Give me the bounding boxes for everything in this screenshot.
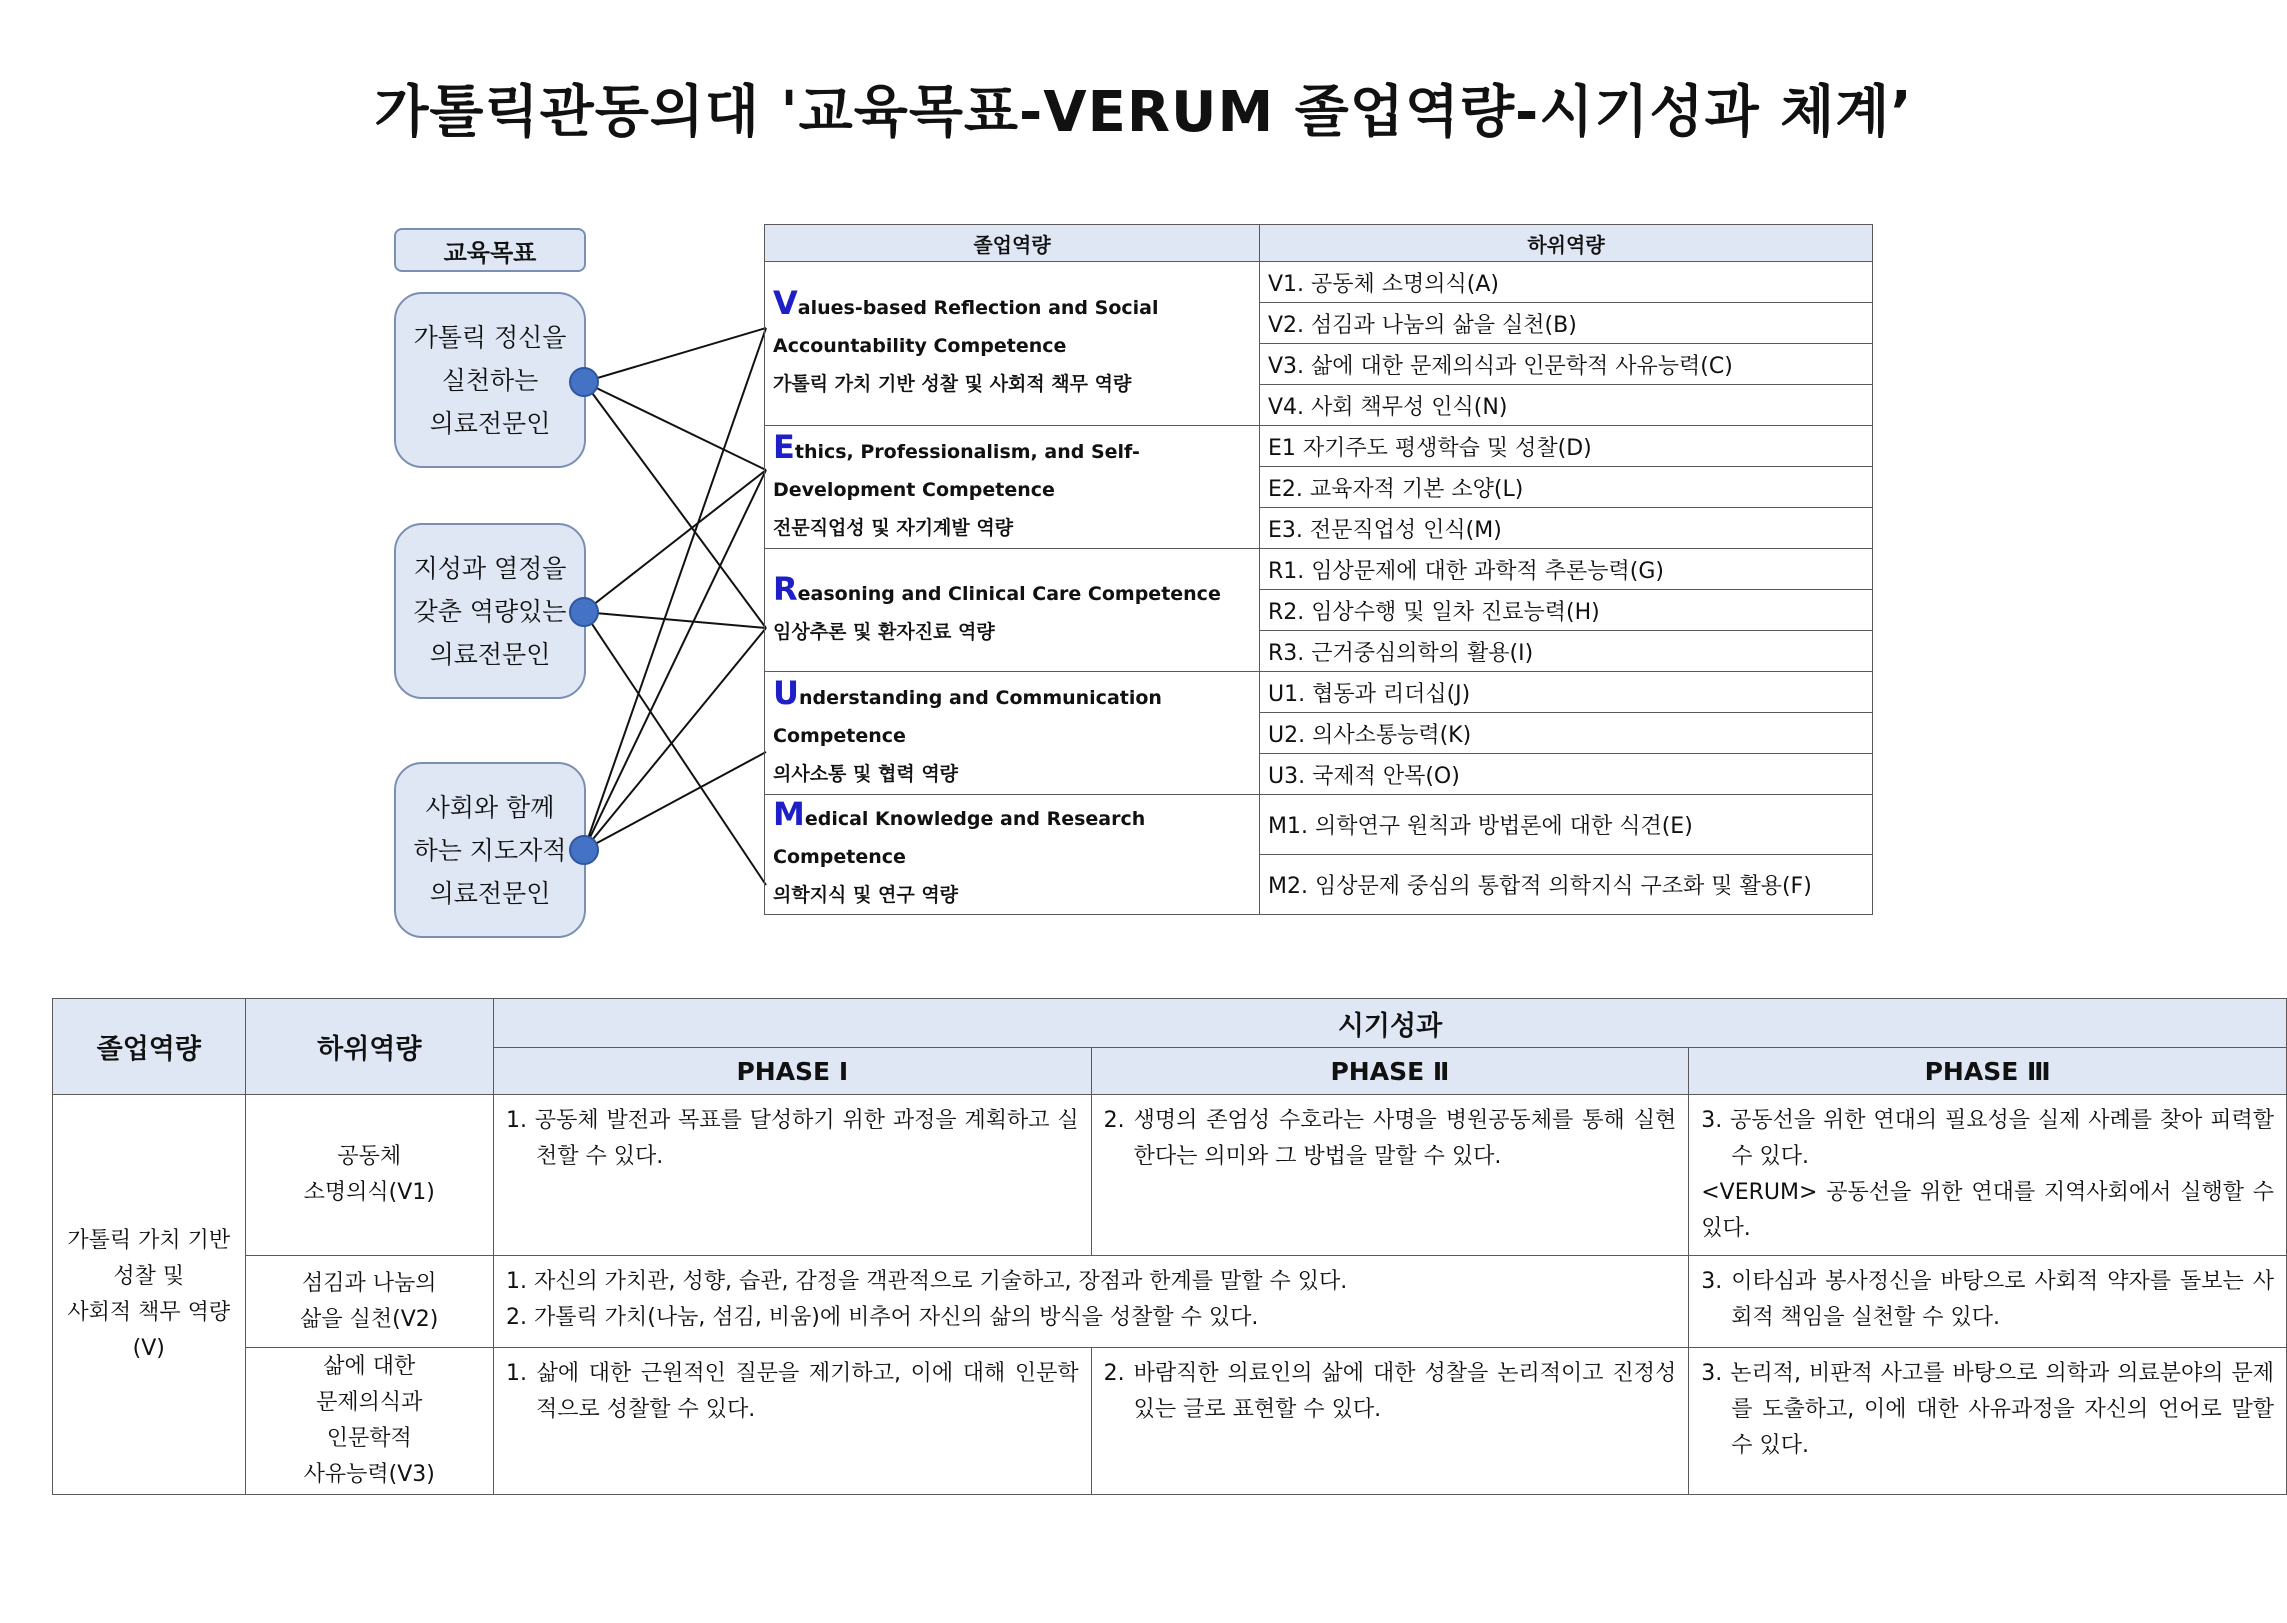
goals-header: 교육목표: [394, 228, 586, 272]
outcome-cell: [1689, 1095, 2287, 1256]
competency-name-en: edical Knowledge and Research Competence: [773, 808, 1146, 868]
subcompetency-cell: R3. 근거중심의학의 활용(I): [1260, 631, 1873, 672]
subcompetency-v1: [245, 1095, 493, 1256]
competency-label-cell: [53, 1095, 246, 1495]
competency-name-ko: 가톨릭 가치 기반 성찰 및 사회적 책무 역량: [773, 373, 1132, 395]
subcompetency-cell: E2. 교육자적 기본 소양(L): [1260, 467, 1873, 508]
competency-m: [765, 795, 1260, 915]
header-competency: 졸업역량: [53, 999, 246, 1095]
connector-line: [584, 470, 766, 612]
competency-u: [765, 672, 1260, 795]
competency-name-ko: 의학지식 및 연구 역량: [773, 884, 959, 906]
subcompetency-cell: U1. 협동과 리더십(J): [1260, 672, 1873, 713]
subcompetency-cell: V2. 섬김과 나눔의 삶을 실천(B): [1260, 303, 1873, 344]
outcome-text: 3. 논리적, 비판적 사고를 바탕으로 의학과 의료분야의 문제를 도출하고, 이에 대한 사유과정을 자신의 언어로 말할 수 있다.: [1701, 1361, 2274, 1458]
goal-connector-dot: [569, 367, 599, 397]
competency-v: [765, 262, 1260, 426]
connector-line: [584, 752, 766, 850]
competency-name-ko: 의사소통 및 협력 역량: [773, 762, 959, 785]
competency-label-line: 가톨릭 가치 기반: [67, 1227, 231, 1253]
goal-box-leader: [394, 762, 586, 938]
sub-label-line: 인문학적: [326, 1426, 412, 1451]
sub-label-line: 섬김과 나눔의: [302, 1270, 437, 1296]
header-subcompetency: 하위역량: [245, 999, 493, 1095]
competency-label-line: (V): [132, 1335, 165, 1361]
connector-line: [584, 382, 766, 470]
sub-label-line: 공동체: [337, 1144, 402, 1169]
connector-line: [584, 612, 766, 628]
competency-name-en: easoning and Clinical Care Competence: [797, 582, 1221, 605]
goal-line: 가톨릭 정신을: [413, 322, 567, 352]
outcome-cell: [494, 1256, 1689, 1348]
outcome-cell: [494, 1348, 1092, 1495]
goal-line: 하는 지도자적: [413, 835, 567, 865]
outcome-text: 3. 공동선을 위한 연대의 필요성을 실제 사례를 찾아 피력할 수 있다.: [1701, 1108, 2274, 1169]
competency-label-line: 사회적 책무 역량: [67, 1299, 231, 1325]
sub-label-line: 문제의식과: [316, 1390, 423, 1415]
header-competency: 졸업역량: [765, 225, 1260, 262]
outcome-cell: [494, 1095, 1092, 1256]
subcompetency-cell: M2. 임상문제 중심의 통합적 의학지식 구조화 및 활용(F): [1260, 855, 1873, 915]
competency-letter: M: [773, 795, 805, 833]
outcome-text: 2. 가톨릭 가치(나눔, 섬김, 비움)에 비추어 자신의 삶의 방식을 성찰할 수 있다.: [506, 1305, 1259, 1330]
outcome-text: 1. 삶에 대한 근원적인 질문을 제기하고, 이에 대해 인문학적으로 성찰할 수 있다.: [506, 1361, 1079, 1422]
competency-e: [765, 426, 1260, 549]
competency-name-en: thics, Professionalism, and Self-Development Competence: [773, 440, 1140, 501]
connector-line: [584, 328, 766, 382]
subcompetency-cell: E3. 전문직업성 인식(M): [1260, 508, 1873, 549]
connector-line: [584, 628, 766, 850]
competency-label-line: 성찰 및: [113, 1263, 185, 1289]
competency-name-en: nderstanding and Communication Competence: [773, 686, 1162, 747]
outcome-text: 2. 생명의 존엄성 수호라는 사명을 병원공동체를 통해 실현한다는 의미와 그 방법을 말할 수 있다.: [1103, 1108, 1677, 1169]
phase-outcome-table: [52, 998, 2287, 1495]
header-subcompetency: 하위역량: [1260, 225, 1873, 262]
subcompetency-cell: V1. 공동체 소명의식(A): [1260, 262, 1873, 303]
outcome-text: <VERUM> 공동선을 위한 연대를 지역사회에서 실행할 수 있다.: [1701, 1180, 2274, 1241]
subcompetency-cell: M1. 의학연구 원칙과 방법론에 대한 식견(E): [1260, 795, 1873, 855]
subcompetency-cell: R1. 임상문제에 대한 과학적 추론능력(G): [1260, 549, 1873, 590]
goal-line: 실천하는: [441, 365, 539, 395]
outcome-cell: [1689, 1348, 2287, 1495]
goal-connector-dot: [569, 597, 599, 627]
competency-letter: R: [773, 569, 798, 608]
goal-line: 지성과 열정을: [413, 553, 567, 583]
competency-name-en: alues-based Reflection and Social Accountability Competence: [773, 297, 1159, 357]
goal-line: 의료전문인: [429, 639, 551, 669]
subcompetency-cell: V3. 삶에 대한 문제의식과 인문학적 사유능력(C): [1260, 344, 1873, 385]
outcome-text: 3. 이타심과 봉사정신을 바탕으로 사회적 약자를 돌보는 사회적 책임을 실천할 수 있다.: [1701, 1269, 2274, 1330]
subcompetency-cell: E1 자기주도 평생학습 및 성찰(D): [1260, 426, 1873, 467]
goal-box-intellect: [394, 523, 586, 699]
outcome-cell: [1091, 1348, 1689, 1495]
page-title: 가톨릭관동의대 '교육목표-VERUM 졸업역량-시기성과 체계’: [374, 80, 1913, 145]
goal-box-catholic: [394, 292, 586, 468]
subcompetency-cell: V4. 사회 책무성 인식(N): [1260, 385, 1873, 426]
subcompetency-v2: [245, 1256, 493, 1348]
connector-line: [584, 328, 766, 850]
sub-label-line: 소명의식(V1): [303, 1180, 435, 1205]
connector-line: [584, 470, 766, 850]
goal-line: 의료전문인: [429, 878, 551, 908]
sub-label-line: 삶을 실천(V2): [300, 1306, 439, 1332]
competency-letter: E: [773, 427, 795, 466]
competency-letter: V: [773, 284, 798, 322]
goal-line: 사회와 함께: [425, 792, 555, 822]
subcompetency-cell: U2. 의사소통능력(K): [1260, 713, 1873, 754]
connector-line: [584, 612, 766, 885]
header-phase-3: PHASE Ⅲ: [1689, 1048, 2287, 1095]
outcome-cell: [1689, 1256, 2287, 1348]
outcome-text: 1. 공동체 발전과 목표를 달성하기 위한 과정을 계획하고 실천할 수 있다.: [506, 1108, 1079, 1169]
competency-name-ko: 임상추론 및 환자진료 역량: [773, 620, 995, 643]
outcome-text: 1. 자신의 가치관, 성향, 습관, 감정을 객관적으로 기술하고, 장점과 한계를 말할 수 있다.: [506, 1269, 1348, 1294]
header-outcome: 시기성과: [494, 999, 2287, 1048]
connector-line: [584, 382, 766, 628]
header-phase-1: PHASE Ⅰ: [494, 1048, 1092, 1095]
goal-line: 갖춘 역량있는: [413, 596, 567, 626]
competency-name-ko: 전문직업성 및 자기계발 역량: [773, 516, 1014, 539]
goal-connector-dot: [569, 835, 599, 865]
goal-line: 의료전문인: [429, 408, 551, 438]
outcome-text: 2. 바람직한 의료인의 삶에 대한 성찰을 논리적이고 진정성 있는 글로 표현할 수 있다.: [1103, 1361, 1677, 1422]
outcome-cell: [1091, 1095, 1689, 1256]
competency-table: [764, 224, 1873, 915]
header-phase-2: PHASE Ⅱ: [1091, 1048, 1689, 1095]
sub-label-line: 사유능력(V3): [303, 1462, 435, 1487]
subcompetency-v3: [245, 1348, 493, 1495]
sub-label-line: 삶에 대한: [323, 1354, 416, 1379]
competency-r: [765, 549, 1260, 672]
subcompetency-cell: R2. 임상수행 및 일차 진료능력(H): [1260, 590, 1873, 631]
subcompetency-cell: U3. 국제적 안목(O): [1260, 754, 1873, 795]
competency-letter: U: [773, 673, 799, 712]
